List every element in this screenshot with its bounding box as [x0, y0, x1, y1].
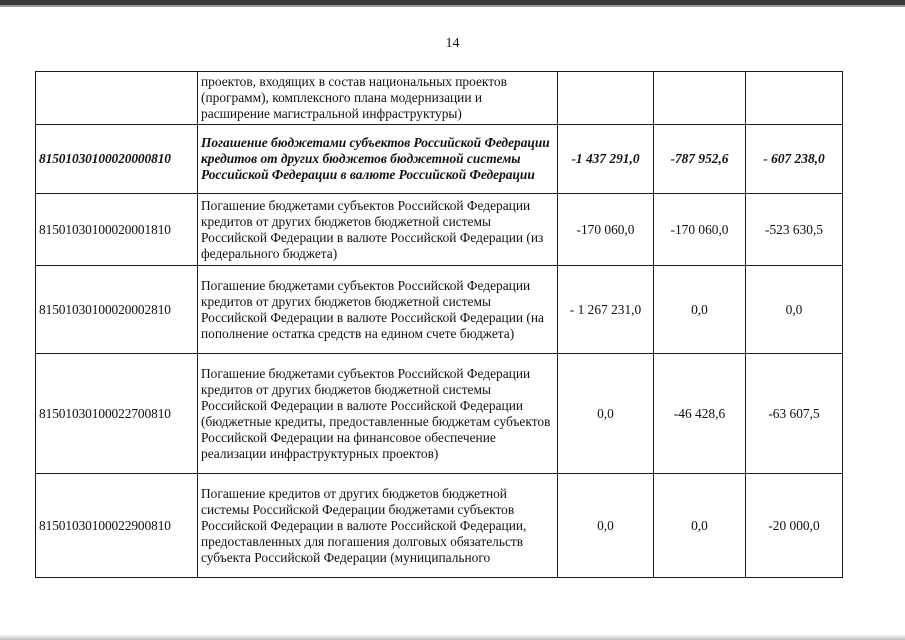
scan-edge-bottom	[0, 634, 905, 640]
table-row	[36, 474, 843, 578]
row-value-3: -20 000,0	[746, 474, 843, 578]
table-row	[36, 72, 843, 125]
scan-edge-shadow	[0, 5, 905, 7]
row-name: проектов, входящих в состав национальных проектов (программ), комплексного плана модернизации и расширение магистральной инфраструктуры)	[198, 72, 558, 125]
row-value-2: -787 952,6	[654, 125, 746, 194]
row-value-3: -63 607,5	[746, 354, 843, 474]
table-row	[36, 125, 843, 194]
row-value-1: - 1 267 231,0	[558, 266, 654, 354]
row-code: 81501030100020002810	[36, 266, 198, 354]
row-value-1: -170 060,0	[558, 194, 654, 266]
page-number: 14	[445, 36, 460, 51]
row-name: Погашение бюджетами субъектов Российской Федерации кредитов от других бюджетов бюджетной системы Российской Федерации в валюте Российской Федерации	[198, 125, 558, 194]
row-code: 81501030100020001810	[36, 194, 198, 266]
row-value-1	[558, 72, 654, 125]
table-row	[36, 194, 843, 266]
row-name: Погашение бюджетами субъектов Российской Федерации кредитов от других бюджетов бюджетной системы Российской Федерации в валюте Российской Федерации (на пополнение остатка средств на едином счете бюджета)	[198, 266, 558, 354]
row-code	[36, 72, 198, 125]
row-value-2: 0,0	[654, 266, 746, 354]
row-value-1: 0,0	[558, 474, 654, 578]
row-code: 81501030100022700810	[36, 354, 198, 474]
row-name: Погашение бюджетами субъектов Российской Федерации кредитов от других бюджетов бюджетной системы Российской Федерации в валюте Российской Федерации (бюджетные кредиты, предоставленные бюджетам субъектов Российской Федерации на финансовое обеспечение реализации инфраструктурных проектов)	[198, 354, 558, 474]
row-value-2	[654, 72, 746, 125]
row-value-3	[746, 72, 843, 125]
row-value-3: -523 630,5	[746, 194, 843, 266]
table-row	[36, 266, 843, 354]
row-name: Погашение бюджетами субъектов Российской Федерации кредитов от других бюджетов бюджетной системы Российской Федерации в валюте Российской Федерации (из федерального бюджета)	[198, 194, 558, 266]
table-row	[36, 354, 843, 474]
budget-sources-table	[35, 71, 843, 578]
row-value-2: 0,0	[654, 474, 746, 578]
row-value-2: -46 428,6	[654, 354, 746, 474]
row-code: 81501030100020000810	[36, 125, 198, 194]
row-name: Погашение кредитов от других бюджетов бюджетной системы Российской Федерации бюджетами субъектов Российской Федерации в валюте Российской Федерации, предоставленных для погашения долговых обязательств субъекта Российской Федерации (муниципального	[198, 474, 558, 578]
row-value-1: -1 437 291,0	[558, 125, 654, 194]
row-value-3: 0,0	[746, 266, 843, 354]
row-value-2: -170 060,0	[654, 194, 746, 266]
row-value-3: - 607 238,0	[746, 125, 843, 194]
row-value-1: 0,0	[558, 354, 654, 474]
row-code: 81501030100022900810	[36, 474, 198, 578]
